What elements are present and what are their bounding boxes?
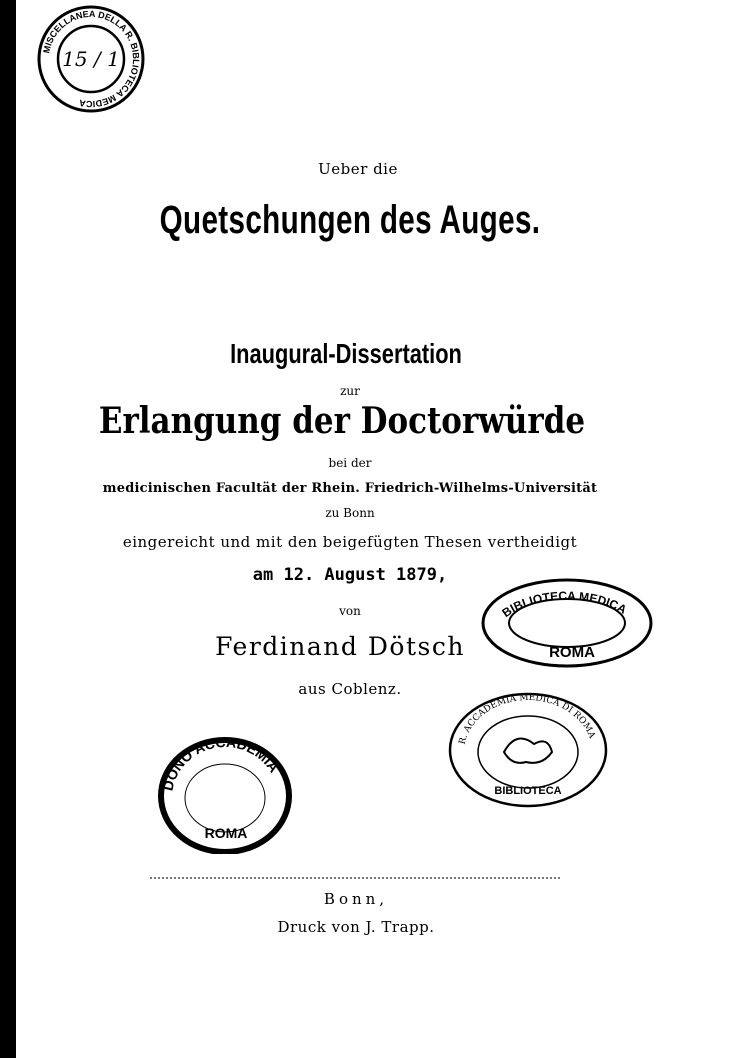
stamp-ring-text: R. ACCADEMIA MEDICA DI ROMA <box>457 692 597 746</box>
dotted-divider <box>150 877 560 879</box>
zu-bonn-text: zu Bonn <box>325 506 375 520</box>
origin-text: aus Coblenz. <box>298 680 402 698</box>
stamp-ring-text: DONO ACCADEMIA <box>159 734 283 793</box>
faculty-text: medicinischen Facultät der Rhein. Friedrich-Wilhelms-Universität <box>102 481 598 496</box>
submission-text: eingereicht und mit den beigefügten Thesen vertheidigt <box>122 533 578 551</box>
page-title: Quetschungen des Auges. <box>159 198 541 242</box>
stamp-shelfmark: 15 / 1 <box>62 47 120 71</box>
place-text: Bonn, <box>323 890 389 908</box>
printer-text: Druck von J. Trapp. <box>277 918 435 936</box>
academy-stamp <box>446 690 610 810</box>
von-text: von <box>339 604 361 618</box>
stamp-city: ROMA <box>549 644 595 661</box>
donation-stamp <box>154 734 294 854</box>
emblem-icon <box>504 739 552 763</box>
author-name: Ferdinand Dötsch <box>215 632 465 661</box>
library-stamp-oval <box>478 575 656 671</box>
zur-text: zur <box>340 384 360 398</box>
stamp-ring-text: BIBLIOTECA MEDICA <box>499 588 630 621</box>
date-line: am 12. August 1879, <box>252 565 448 585</box>
stamp-bottom-text: BIBLIOTECA <box>494 785 562 797</box>
bei-der-text: bei der <box>328 456 372 470</box>
erlangung-heading: Erlangung der Doctorwürde <box>98 400 586 442</box>
stamp-city: ROMA <box>204 825 248 841</box>
stamp-ring-text: MISCELLANEA DELLA R. BIBLIOTECA MEDICA <box>41 8 142 110</box>
library-stamp-top-left <box>36 4 146 114</box>
dissertation-heading: Inaugural-Dissertation <box>230 338 462 369</box>
heading-small: Ueber die <box>318 160 398 178</box>
